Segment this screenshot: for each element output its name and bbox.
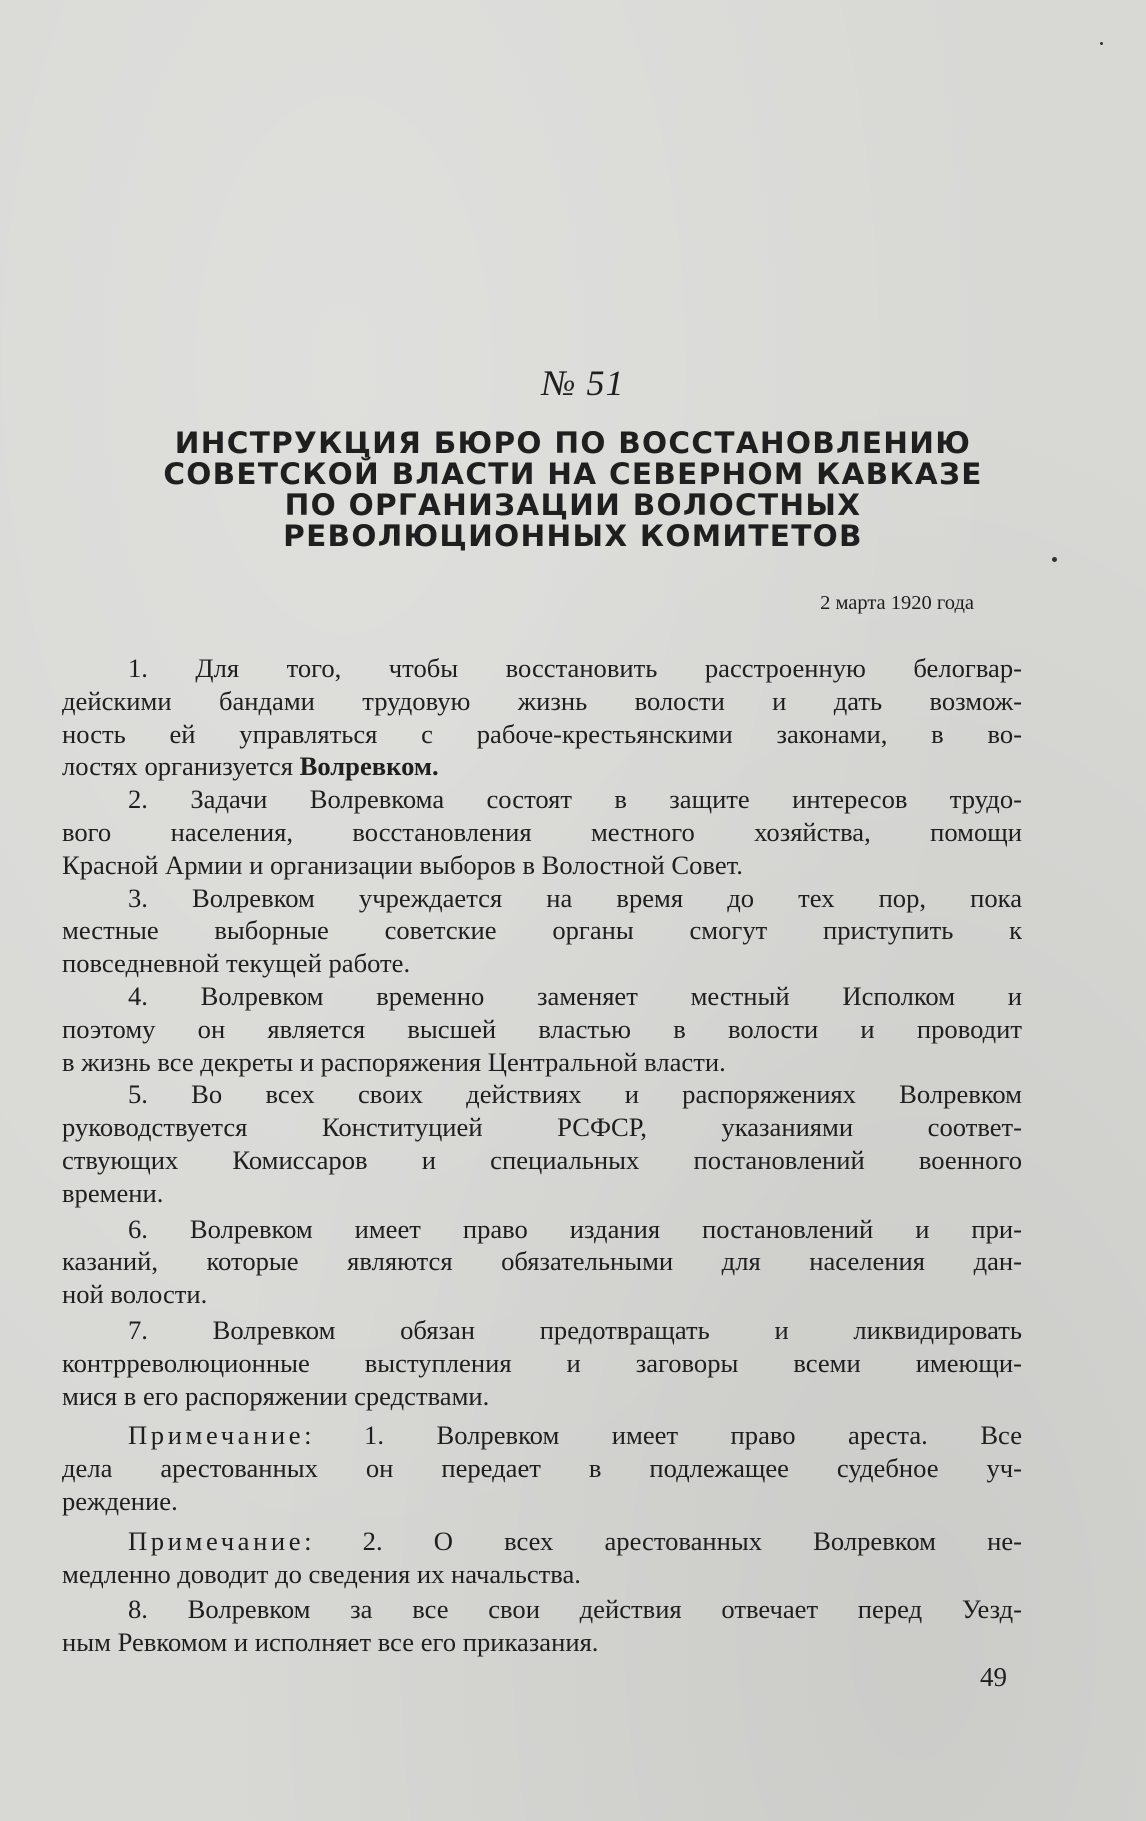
text-line: поэтому он является высшей властью в волости и проводит <box>62 1013 1022 1044</box>
note-line <box>62 1419 1022 1452</box>
text-line: 2. Задачи Волревкома состоят в защите интересов трудо- <box>128 784 1022 815</box>
text-line: ность ей управляться с рабоче-крестьянскими законами, в во- <box>62 718 1022 749</box>
note-label: Примечание <box>128 1525 305 1556</box>
text-line: ной волости. <box>62 1279 208 1310</box>
text-line: 8. Волревком за все свои действия отвечает перед Уезд- <box>128 1594 1022 1625</box>
text-line: казаний, которые являются обязательными для населения дан- <box>62 1246 1022 1277</box>
text-line: вого населения, восстановления местного хозяйства, помощи <box>62 816 1022 847</box>
text-fragment: : 2. О всех арестованных Волревком не- <box>304 1525 1022 1556</box>
text-line: времени. <box>62 1177 164 1208</box>
title-line: ИНСТРУКЦИЯ БЮРО ПО ВОССТАНОВЛЕНИЮ <box>174 426 972 460</box>
print-speck <box>1100 42 1103 45</box>
text-line: ствующих Комиссаров и специальных постановлений военного <box>62 1144 1022 1175</box>
text-line: местные выборные советские органы смогут приступить к <box>62 915 1022 946</box>
text-line: 4. Волревком временно заменяет местный Исполком и <box>128 980 1022 1011</box>
print-speck <box>1052 557 1057 562</box>
text-line: Красной Армии и организации выборов в Волостной Совет. <box>62 849 743 880</box>
text-line: 3. Волревком учреждается на время до тех пор, пока <box>128 882 1022 913</box>
bold-term: Волревком. <box>299 751 439 782</box>
text-fragment: : 1. Волревком имеет право ареста. Все <box>304 1420 1022 1451</box>
document-title <box>100 428 1046 552</box>
text-line: дела арестованных он передает в подлежащее судебное уч- <box>62 1453 1022 1484</box>
title-line: РЕВОЛЮЦИОННЫХ КОМИТЕТОВ <box>283 519 863 553</box>
text-line: медленно доводит до сведения их начальства. <box>62 1558 581 1589</box>
document-body <box>62 652 1022 1659</box>
text-line: в жизнь все декреты и распоряжения Центральной власти. <box>62 1046 726 1077</box>
document-number: № 51 <box>541 363 625 403</box>
text-line: контрреволюционные выступления и заговоры всеми имеющи- <box>62 1347 1022 1378</box>
text-fragment: лостях организуется <box>62 751 300 782</box>
text-line: 6. Волревком имеет право издания постановлений и при- <box>128 1213 1022 1244</box>
text-line <box>62 750 1022 783</box>
text-line: мися в его распоряжении средствами. <box>62 1380 490 1411</box>
text-line: дейскими бандами трудовую жизнь волости и дать возмож- <box>62 685 1022 716</box>
page-number: 49 <box>980 1662 1007 1692</box>
text-line: руководствуется Конституцией РСФСР, указаниями соответ- <box>62 1112 1022 1143</box>
note-label: Примечание <box>128 1420 305 1451</box>
title-line: СОВЕТСКОЙ ВЛАСТИ НА СЕВЕРНОМ КАВКАЗЕ <box>163 457 983 491</box>
text-line: 7. Волревком обязан предотвращать и ликвидировать <box>128 1314 1022 1345</box>
text-line: ным Ревкомом и исполняет все его приказания. <box>62 1627 599 1658</box>
text-line: 1. Для того, чтобы восстановить расстроенную белогвар- <box>128 653 1022 683</box>
text-line: повседневной текущей работе. <box>62 948 411 979</box>
note-line <box>62 1525 1022 1558</box>
document-date: 2 марта 1920 года <box>820 592 974 614</box>
text-line: реждение. <box>62 1485 178 1516</box>
text-line: 5. Во всех своих действиях и распоряжениях Волревком <box>128 1079 1022 1110</box>
title-line: ПО ОРГАНИЗАЦИИ ВОЛОСТНЫХ <box>284 488 862 522</box>
